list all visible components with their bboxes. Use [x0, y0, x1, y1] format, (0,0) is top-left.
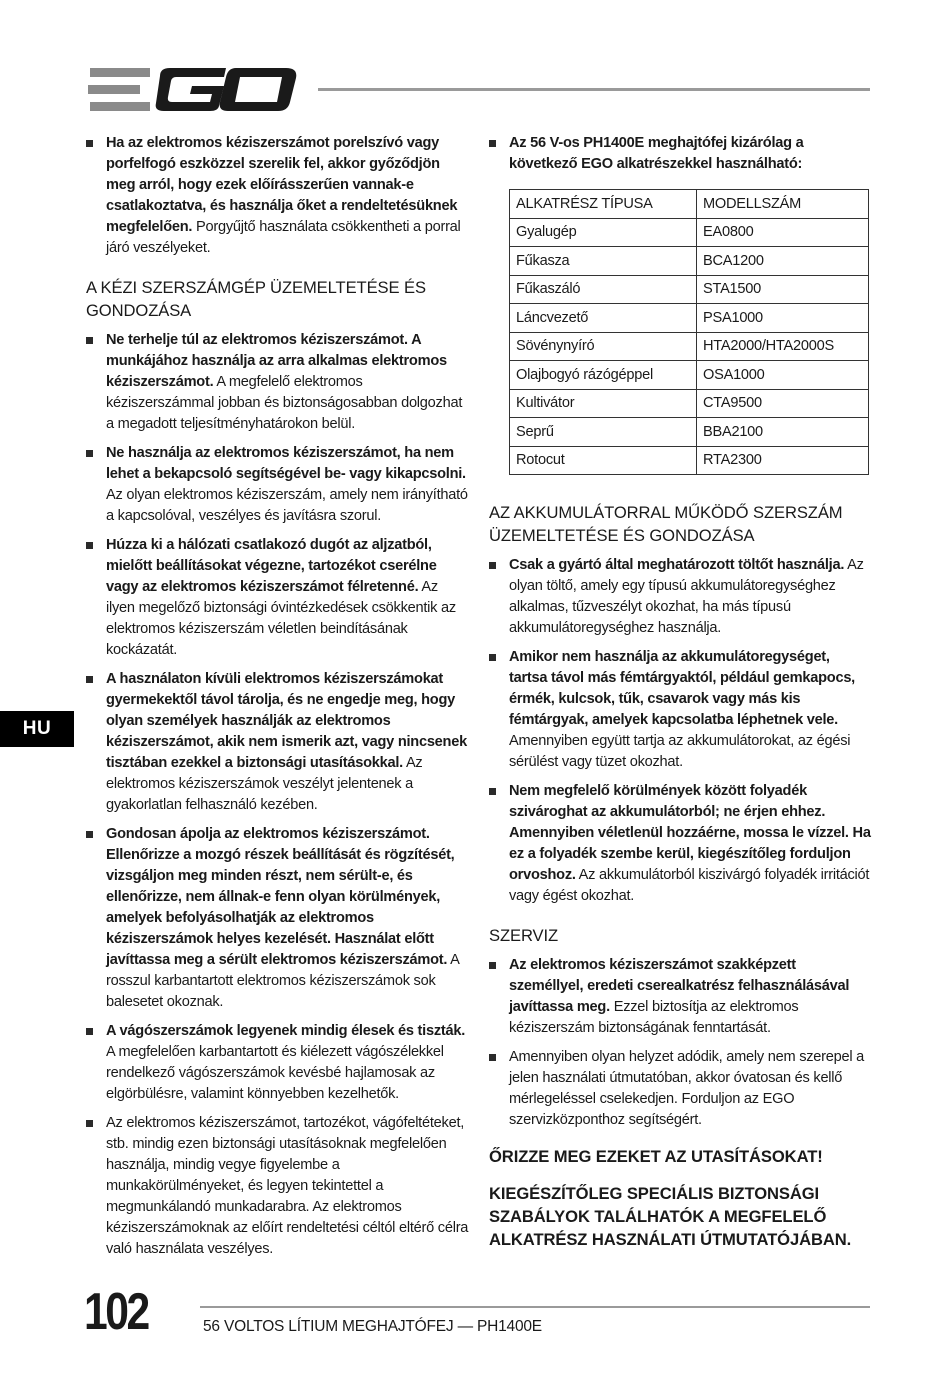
language-tab: HU — [0, 711, 74, 747]
bullet-square-icon — [86, 140, 93, 147]
table-cell: Sövénynyíró — [510, 332, 697, 361]
list-item: Ne használja az elektromos kéziszerszámot, ha nem lehet a bekapcsoló segítségével be- vagy kikapcsolni. Az olyan elektromos kéziszerszám, amely nem irányítható a kapcsolóval, veszélyes és javításra szorul. — [86, 443, 470, 527]
table-cell: CTA9500 — [697, 389, 869, 418]
table-row — [510, 389, 869, 418]
table-cell: Láncvezető — [510, 304, 697, 333]
list-item: Nem megfelelő körülmények között folyadék szivároghat az akkumulátorból; ne érjen ehhez. Amennyiben véletlenül hozzáérne, mossa le vízzel. Ha ez a folyadék szembe kerül, kiegészítőleg forduljon orvoshoz. Az akkumulátorból kiszivárgó folyadék irritációt vagy égést okozhat. — [489, 781, 871, 907]
bullet-square-icon — [86, 831, 93, 838]
table-cell: EA0800 — [697, 218, 869, 247]
column-header: ALKATRÉSZ TÍPUSA — [510, 190, 697, 219]
table-row — [510, 304, 869, 333]
bullet-square-icon — [86, 1028, 93, 1035]
table-cell: Kultivátor — [510, 389, 697, 418]
table-row — [510, 361, 869, 390]
table-cell: OSA1000 — [697, 361, 869, 390]
table-cell: Fűkaszáló — [510, 275, 697, 304]
bullet-square-icon — [489, 562, 496, 569]
table-row — [510, 218, 869, 247]
left-column — [86, 133, 470, 1268]
list-item: Az elektromos kéziszerszámot, tartozékot, vágófeltéteket, stb. mindig ezen biztonsági utasításoknak megfelelően használja, mindig vegye figyelembe a munkakörülményeket, és legyen tekintettel a megmunkálandó munkadarabra. Az elektromos kéziszerszámoknak az előírt rendeltetési céltól eltérő célra való használata veszélyes. — [86, 1113, 470, 1260]
list-item: A használaton kívüli elektromos kéziszerszámokat gyermekektől távol tárolja, és ne engedje meg, hogy olyan személyek használják az elektromos kéziszerszámot, akik nem ismerik azt, vagy nincsenek tisztában ezekkel a biztonsági utasításokkal. Az elektromos kéziszerszámok veszélyt jelentenek a gyakorlatlan felhasználó kezében. — [86, 669, 470, 816]
footer-rule — [200, 1306, 870, 1308]
column-header: MODELLSZÁM — [697, 190, 869, 219]
bullet-square-icon — [86, 542, 93, 549]
table-cell: Olajbogyó rázógéppel — [510, 361, 697, 390]
list-item: Húzza ki a hálózati csatlakozó dugót az aljzatból, mielőtt beállításokat végezne, tartozékot cserélne vagy az elektromos kéziszerszámot félretenné. Az ilyen megelőző biztonsági óvintézkedések csökkentik az elektromos kéziszerszám véletlen beindításának kockázatát. — [86, 535, 470, 661]
header-rule — [318, 88, 870, 91]
table-cell: RTA2300 — [697, 446, 869, 475]
table-cell: BCA1200 — [697, 247, 869, 276]
list-item: Az 56 V-os PH1400E meghajtófej kizárólag a következő EGO alkatrészekkel használható: — [489, 133, 871, 175]
section-heading: A KÉZI SZERSZÁMGÉP ÜZEMELTETÉSE ÉS GONDOZÁSA — [86, 278, 426, 320]
table-cell: STA1500 — [697, 275, 869, 304]
table-header-row — [510, 190, 869, 219]
bullet-square-icon — [489, 140, 496, 147]
bullet-square-icon — [86, 450, 93, 457]
footer-title: 56 VOLTOS LÍTIUM MEGHAJTÓFEJ — PH1400E — [203, 1318, 542, 1335]
table-cell: Fűkasza — [510, 247, 697, 276]
ego-logo — [88, 66, 298, 112]
table-cell: Rotocut — [510, 446, 697, 475]
bullet-square-icon — [86, 1120, 93, 1127]
keep-instructions-notice: ŐRIZZE MEG EZEKET AZ UTASÍTÁSOKAT! — [489, 1147, 823, 1166]
table-row — [510, 275, 869, 304]
table-row — [510, 418, 869, 447]
additional-rules-notice: KIEGÉSZÍTŐLEG SPECIÁLIS BIZTONSÁGI SZABÁLYOK TALÁLHATÓK A MEGFELELŐ ALKATRÉSZ HASZNÁLATI ÚTMUTATÓJÁBAN. — [489, 1184, 852, 1249]
bullet-square-icon — [489, 654, 496, 661]
table-row — [510, 446, 869, 475]
table-row — [510, 247, 869, 276]
list-item: Amikor nem használja az akkumulátoregységet, tartsa távol más fémtárgyaktól, például gemkapocs, érmék, kulcsok, tűk, csavarok vagy más kis fémtárgyak, amelyek kapcsolatba léphetnek vele. Amennyiben együtt tartja az akkumulátorokat, az égési sérülést vagy tüzet okozhat. — [489, 647, 871, 773]
list-item: Az elektromos kéziszerszámot szakképzett személlyel, eredeti cserealkatrész felhasználásával javíttassa meg. Ezzel biztosítja az elektromos kéziszerszám biztonságának fenntartását. — [489, 955, 871, 1039]
parts-table — [509, 189, 869, 475]
section-heading: AZ AKKUMULÁTORRAL MŰKÖDŐ SZERSZÁM ÜZEMELTETÉSE ÉS GONDOZÁSA — [489, 503, 843, 545]
list-item: A vágószerszámok legyenek mindig élesek és tiszták. A megfelelően karbantartott és kiélezett vágószélekkel rendelkező vágószerszámok kevésbé hajlamosak az elgörbülésre, valamint könnyebben kezelhetők. — [86, 1021, 470, 1105]
list-item: Csak a gyártó által meghatározott töltőt használja. Az olyan töltő, amely egy típusú akkumulátoregységhez alkalmas, tűzveszélyt okozhat, ha más típusú akkumulátoregységhez használja. — [489, 555, 871, 639]
bullet-square-icon — [489, 788, 496, 795]
table-cell: PSA1000 — [697, 304, 869, 333]
list-item: Ha az elektromos kéziszerszámot porelszívó vagy porfelfogó eszközzel szerelik fel, akkor győződjön meg arról, hogy ezek előírásszerűen vannak-e csatlakoztatva, és használja őket a rendeltetésüknek megfelelően. Porgyűjtő használata csökkentheti a porral járó veszélyeket. — [86, 133, 470, 259]
table-cell: Seprű — [510, 418, 697, 447]
bullet-square-icon — [86, 676, 93, 683]
bullet-square-icon — [489, 962, 496, 969]
table-cell: BBA2100 — [697, 418, 869, 447]
table-cell: Gyalugép — [510, 218, 697, 247]
page-number: 102 — [84, 1283, 148, 1341]
list-item: Ne terhelje túl az elektromos kéziszerszámot. A munkájához használja az arra alkalmas elektromos kéziszerszámot. A megfelelő elektromos kéziszerszámmal jobban és biztonságosabban dolgozhat a megadott teljesítményhatárokon belül. — [86, 330, 470, 435]
list-item: Gondosan ápolja az elektromos kéziszerszámot. Ellenőrizze a mozgó részek beállítását és rögzítését, vizsgáljon meg minden részt, nem sérült-e, és ellenőrizze, nem állnak-e fenn olyan körülmények, amelyek befolyásolhatják az elektromos kéziszerszámok helyes kezelését. Használat előtt javíttassa meg a sérült elektromos kéziszerszámot. A rosszul karbantartott elektromos kéziszerszámok sok balesetet okoznak. — [86, 824, 470, 1013]
table-row — [510, 332, 869, 361]
bullet-square-icon — [489, 1054, 496, 1061]
section-heading: SZERVIZ — [489, 926, 559, 945]
right-column — [489, 133, 871, 1259]
list-item: Amennyiben olyan helyzet adódik, amely nem szerepel a jelen használati útmutatóban, akkor óvatosan és kellő mérlegeléssel cselekedjen. Forduljon az EGO szervizközponthoz segítségért. — [489, 1047, 871, 1131]
bullet-square-icon — [86, 337, 93, 344]
table-cell: HTA2000/HTA2000S — [697, 332, 869, 361]
